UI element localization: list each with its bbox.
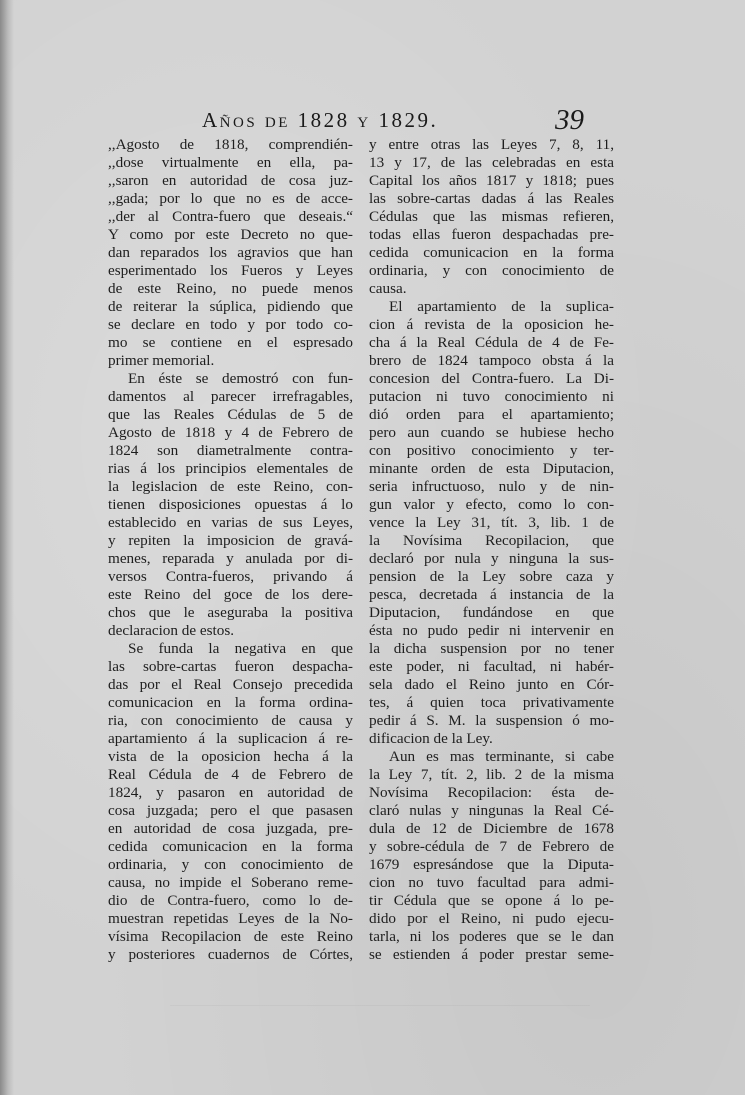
text-line: rias á los principios elementales de xyxy=(108,460,353,477)
text-line: 1824 son diametralmente contra- xyxy=(108,442,353,459)
show-through-text xyxy=(170,975,590,1006)
text-line: tes, á quien toca privativamente xyxy=(369,694,614,711)
text-line: se declare en todo y por todo co- xyxy=(108,316,353,333)
text-line: ordinaria, y con conocimiento de xyxy=(108,856,353,873)
text-line: versos Contra-fueros, privando á xyxy=(108,568,353,585)
text-line: esperimentado los Fueros y Leyes xyxy=(108,262,353,279)
paragraph xyxy=(108,136,353,370)
text-line: en autoridad de cosa juzgada, pre- xyxy=(108,820,353,837)
text-line: la legislacion de este Reino, con- xyxy=(108,478,353,495)
text-line: damentos al parecer irrefragables, xyxy=(108,388,353,405)
text-line: das por el Real Consejo precedida xyxy=(108,676,353,693)
text-line: pesca, decretada á instancia de la xyxy=(369,586,614,603)
text-line: dió orden para el apartamiento; xyxy=(369,406,614,423)
text-line: y posteriores cuadernos de Córtes, xyxy=(108,946,353,963)
text-line: 13 y 17, de las celebradas en esta xyxy=(369,154,614,171)
text-line: causa, no impide el Soberano reme- xyxy=(108,874,353,891)
text-line: El apartamiento de la suplica- xyxy=(389,298,614,315)
text-line: ria, con conocimiento de causa y xyxy=(108,712,353,729)
text-line: putacion ni tuvo conocimiento ni xyxy=(369,388,614,405)
paragraph xyxy=(369,298,614,748)
text-line: se estienden á poder prestar seme- xyxy=(369,946,614,963)
text-line: dificacion de la Ley. xyxy=(369,730,493,747)
text-line: Real Cédula de 4 de Febrero de xyxy=(108,766,353,783)
text-line: tir Cédula que se opone á lo pe- xyxy=(369,892,614,909)
text-line: 1679 espresándose que la Diputa- xyxy=(369,856,614,873)
text-line: la Novísima Recopilacion, que xyxy=(369,532,614,549)
text-line: primer memorial. xyxy=(108,352,215,369)
text-line: de este Reino, no puede menos xyxy=(108,280,353,297)
text-line: tarla, ni los poderes que se le dan xyxy=(369,928,614,945)
text-line: y repiten la imposicion de gravá- xyxy=(108,532,353,549)
text-line: dio de Contra-fuero, como lo de- xyxy=(108,892,353,909)
text-line: ,,gada; por lo que no es de acce- xyxy=(108,190,353,207)
text-line: brero de 1824 tampoco obsta á la xyxy=(369,352,614,369)
text-line: gun valor y efecto, como lo con- xyxy=(369,496,614,513)
text-line: concesion del Contra-fuero. La Di- xyxy=(369,370,614,387)
text-line: 1824, y pasaron en autoridad de xyxy=(108,784,353,801)
text-line: chos que le aseguraba la positiva xyxy=(108,604,353,621)
text-line: y sobre-cédula de 7 de Febrero de xyxy=(369,838,614,855)
text-line: Agosto de 1818 y 4 de Febrero de xyxy=(108,424,353,441)
text-line: cha á la Real Cédula de 4 de Fe- xyxy=(369,334,614,351)
text-line: y entre otras las Leyes 7, 8, 11, xyxy=(369,136,614,153)
text-line: sela dado el Reino junto en Cór- xyxy=(369,676,614,693)
text-line: Se funda la negativa en que xyxy=(128,640,353,657)
text-line: cedida comunicacion en la forma xyxy=(108,838,353,855)
text-line: la dicha suspension por no tener xyxy=(369,640,614,657)
text-line: declaracion de estos. xyxy=(108,622,235,639)
text-line: la Ley 7, tít. 2, lib. 2 de la misma xyxy=(369,766,614,783)
text-line: menes, reparada y anulada por di- xyxy=(108,550,353,567)
text-line: cedida comunicacion en la forma xyxy=(369,244,614,261)
text-line: Capital los años 1817 y 1818; pues xyxy=(369,172,614,189)
text-line: mo se contiene en el espresado xyxy=(108,334,353,351)
running-title: Años de 1828 y 1829. xyxy=(202,108,439,132)
text-line: pedir á S. M. la suspension ó mo- xyxy=(369,712,614,729)
text-line: pero aun cuando se hubiese hecho xyxy=(369,424,614,441)
paragraph xyxy=(108,370,353,640)
text-line: vista de la oposicion hecha á la xyxy=(108,748,353,765)
text-line: las sobre-cartas dadas á las Reales xyxy=(369,190,614,207)
paragraph xyxy=(108,640,353,964)
text-line: cosa juzgada; pero el que pasasen xyxy=(108,802,353,819)
right-column xyxy=(369,136,614,964)
text-line: vence la Ley 31, tít. 3, lib. 1 de xyxy=(369,514,614,531)
text-line: Cédulas que las mismas refieren, xyxy=(369,208,614,225)
text-line: ordinaria, y con conocimiento de xyxy=(369,262,614,279)
text-line: ,,Agosto de 1818, comprendién- xyxy=(108,136,353,153)
text-line: Novísima Recopilacion: ésta de- xyxy=(369,784,614,801)
text-line: claró nulas y ningunas la Real Cé- xyxy=(369,802,614,819)
text-line: cion á revista de la oposicion he- xyxy=(369,316,614,333)
text-line: apartamiento á la suplicacion á re- xyxy=(108,730,353,747)
text-line: este Reino del goce de los dere- xyxy=(108,586,353,603)
paragraph xyxy=(369,136,614,298)
text-line: dula de 12 de Diciembre de 1678 xyxy=(369,820,614,837)
text-line: cion no tuvo facultad para admi- xyxy=(369,874,614,891)
running-header xyxy=(0,104,745,138)
page-number: 39 xyxy=(555,104,584,136)
text-line: todas ellas fueron despachadas pre- xyxy=(369,226,614,243)
text-line: vísima Recopilacion de este Reino xyxy=(108,928,353,945)
text-line: causa. xyxy=(369,280,407,297)
text-line: ,,saron en autoridad de cosa juz- xyxy=(108,172,353,189)
text-line: declaró por nula y ninguna la sus- xyxy=(369,550,614,567)
text-line: de reiterar la súplica, pidiendo que xyxy=(108,298,353,315)
text-line: dido por el Reino, ni pudo ejecu- xyxy=(369,910,614,927)
text-line: En éste se demostró con fun- xyxy=(128,370,353,387)
text-line: pension de la Ley sobre caza y xyxy=(369,568,614,585)
text-line: con positivo conocimiento y ter- xyxy=(369,442,614,459)
text-line: ,,der al Contra-fuero que deseais.“ xyxy=(108,208,353,225)
text-line: tienen disposiciones opuestas á lo xyxy=(108,496,353,513)
text-line: establecido en varias de sus Leyes, xyxy=(108,514,353,531)
text-line: este poder, ni facultad, ni habér- xyxy=(369,658,614,675)
text-line: ésta no pudo pedir ni intervenir en xyxy=(369,622,614,639)
text-line: ,,dose virtualmente en ella, pa- xyxy=(108,154,353,171)
left-column xyxy=(108,136,353,964)
page-binding-edge xyxy=(0,0,14,1095)
text-line: muestran repetidas Leyes de la No- xyxy=(108,910,353,927)
text-line: Aun es mas terminante, si cabe xyxy=(389,748,614,765)
paragraph xyxy=(369,748,614,964)
text-line: Y como por este Decreto no que- xyxy=(108,226,353,243)
text-line: seria infructuoso, nulo y de nin- xyxy=(369,478,614,495)
text-line: minante orden de esta Diputacion, xyxy=(369,460,614,477)
text-line: que las Reales Cédulas de 5 de xyxy=(108,406,353,423)
text-line: comunicacion en la forma ordina- xyxy=(108,694,353,711)
text-line: dan reparados los agravios que han xyxy=(108,244,353,261)
text-line: Diputacion, fundándose en que xyxy=(369,604,614,621)
text-line: las sobre-cartas fueron despacha- xyxy=(108,658,353,675)
